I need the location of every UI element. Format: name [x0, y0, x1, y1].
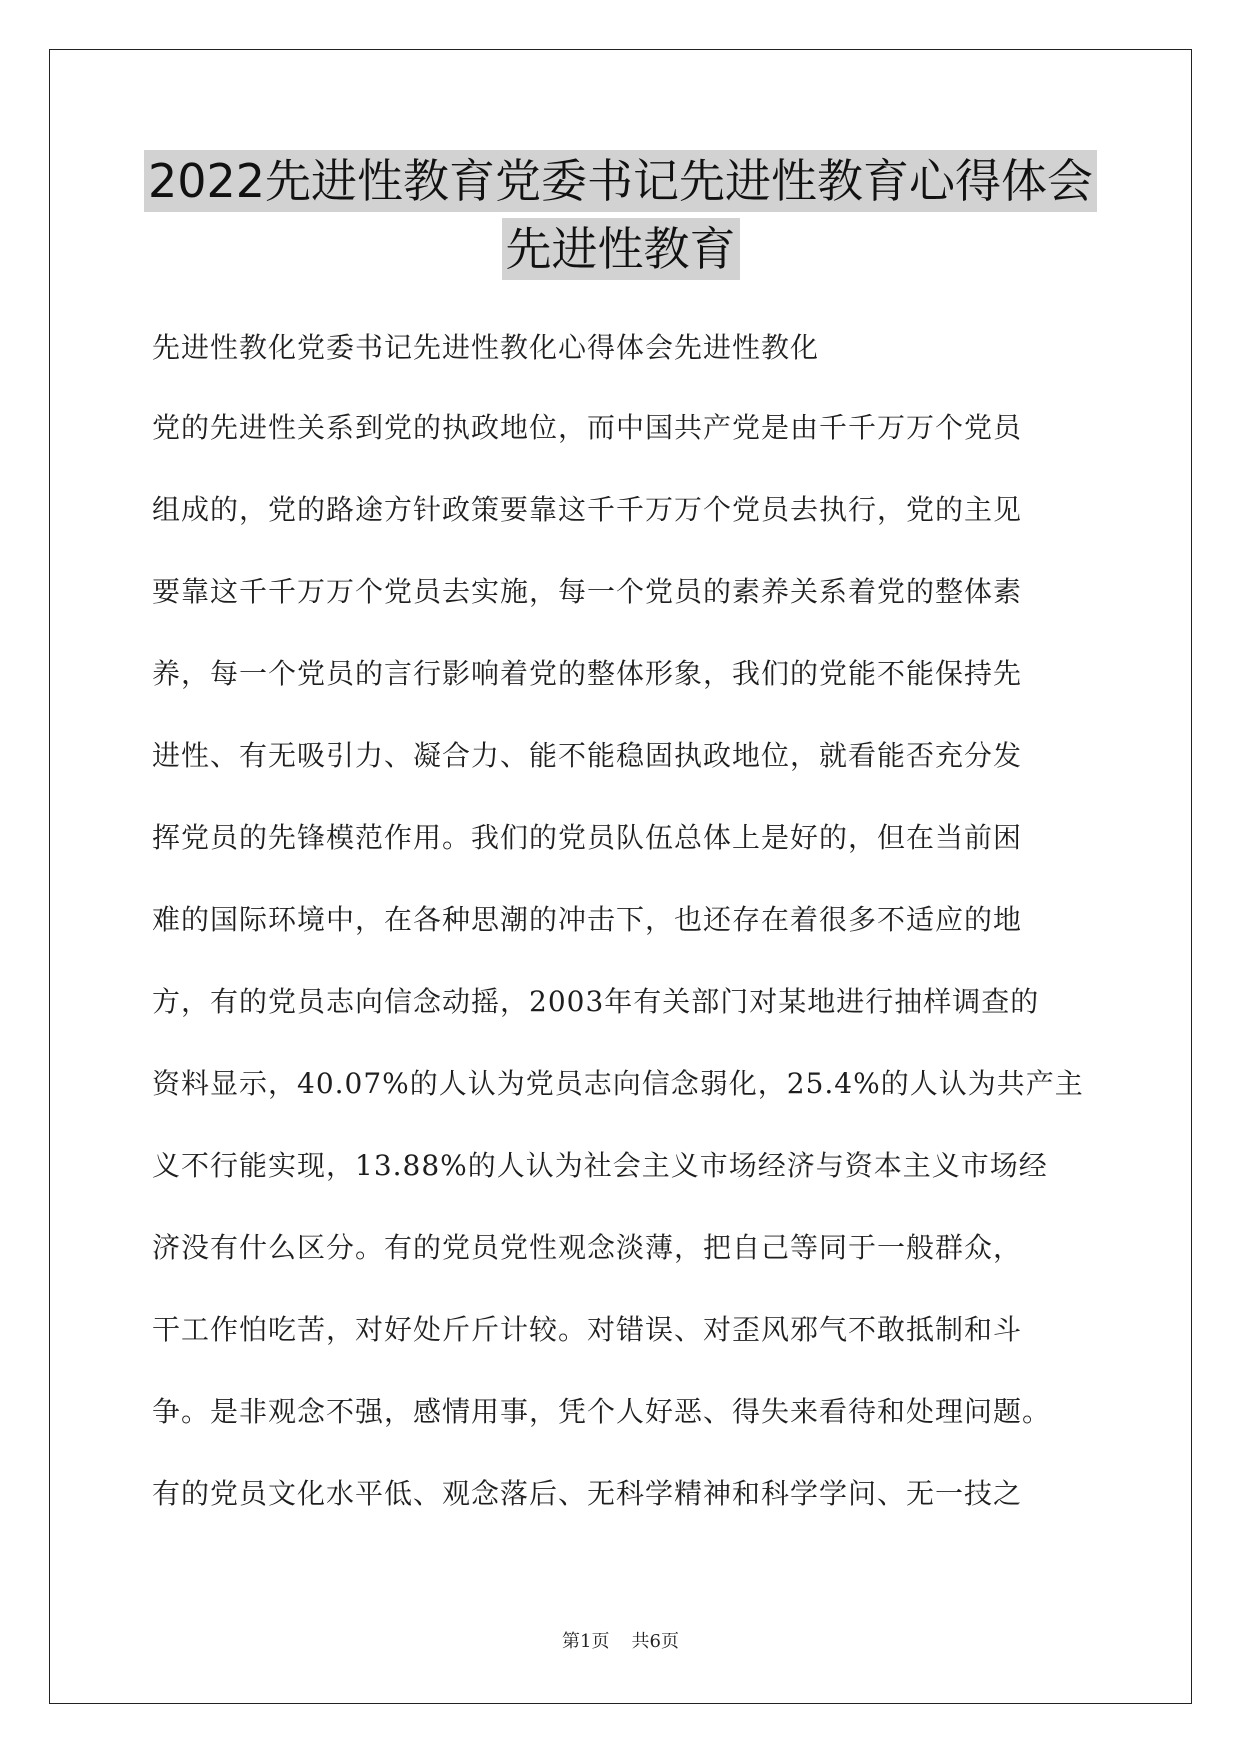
title-line-1: 2022先进性教育党委书记先进性教育心得体会	[144, 150, 1097, 212]
body-line: 组成的，党的路途方针政策要靠这千千万万个党员去执行，党的主见	[152, 493, 1023, 526]
body-line: 争。是非观念不强，感情用事，凭个人好恶、得失来看待和处理问题。	[152, 1395, 1052, 1428]
body-line: 挥党员的先锋模范作用。我们的党员队伍总体上是好的，但在当前困	[152, 821, 1023, 854]
body-line: 难的国际环境中，在各种思潮的冲击下，也还存在着很多不适应的地	[152, 903, 1023, 936]
body-line: 进性、有无吸引力、凝合力、能不能稳固执政地位，就看能否充分发	[152, 739, 1023, 772]
page-footer	[0, 1627, 1241, 1653]
body-line: 济没有什么区分。有的党员党性观念淡薄，把自己等同于一般群众，	[152, 1231, 1023, 1264]
body-line: 养，每一个党员的言行影响着党的整体形象，我们的党能不能保持先	[152, 657, 1023, 690]
body-line: 有的党员文化水平低、观念落后、无科学精神和科学学问、无一技之	[152, 1477, 1023, 1510]
body-line: 要靠这千千万万个党员去实施，每一个党员的素养关系着党的整体素	[152, 575, 1023, 608]
body-line: 义不行能实现，13.88%的人认为社会主义市场经济与资本主义市场经	[152, 1149, 1048, 1182]
body-line: 资料显示，40.07%的人认为党员志向信念弱化，25.4%的人认为共产主	[152, 1067, 1084, 1100]
body-line: 干工作怕吃苦，对好处斤斤计较。对错误、对歪风邪气不敢抵制和斗	[152, 1313, 1023, 1346]
title-line-2: 先进性教育	[502, 218, 740, 280]
document-subtitle: 先进性教化党委书记先进性教化心得体会先进性教化	[152, 331, 820, 364]
document-title	[100, 150, 1141, 280]
body-line: 党的先进性关系到党的执政地位，而中国共产党是由千千万万个党员	[152, 411, 1023, 444]
page-number: 第1页	[562, 1631, 610, 1652]
document-body	[152, 328, 1102, 1556]
page-total: 共6页	[631, 1631, 679, 1652]
body-line: 方，有的党员志向信念动摇，2003年有关部门对某地进行抽样调查的	[152, 985, 1040, 1018]
